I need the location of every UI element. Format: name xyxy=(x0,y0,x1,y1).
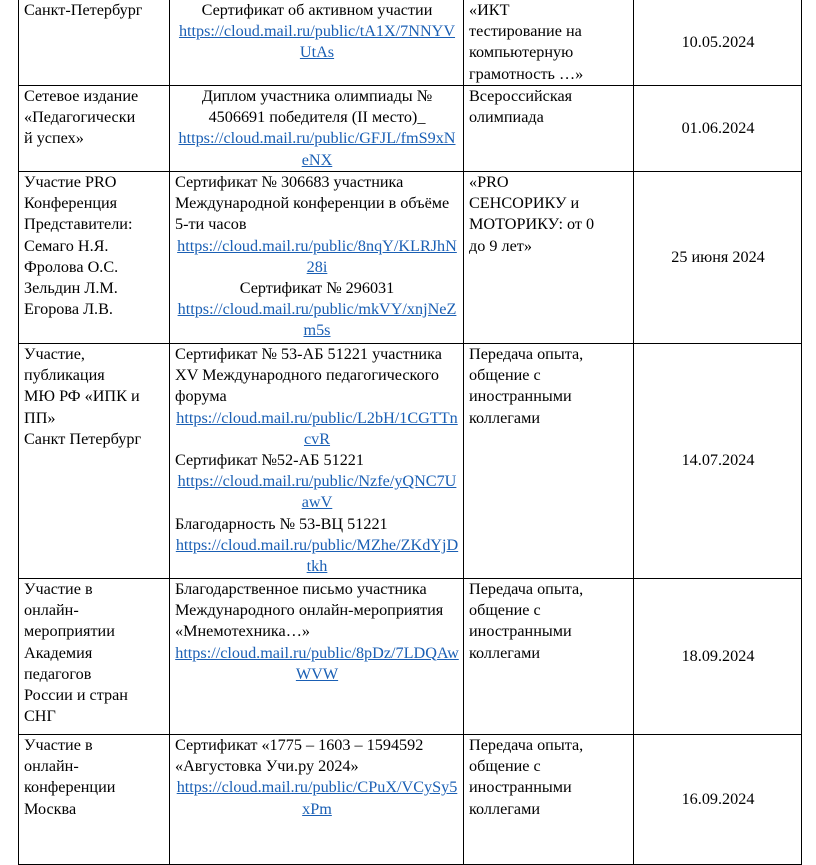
topic-cell xyxy=(464,0,634,86)
activities-table xyxy=(18,0,802,865)
document-cell xyxy=(170,579,464,735)
document-title: Сертификат №52-АБ 51221 xyxy=(175,451,364,470)
document-cell xyxy=(170,0,464,86)
document-title: Сертификат об активном участии xyxy=(201,1,433,19)
participant-line: Санкт-Петербург xyxy=(24,1,143,19)
document-title: Сертификат № 296031 xyxy=(239,279,395,298)
table-row xyxy=(19,86,802,172)
topic-line: коллегами xyxy=(469,408,540,427)
cloud-link[interactable]: https://cloud.mail.ru/public/8pDz/7LDQAwWVW xyxy=(175,643,459,683)
topic-line: иностранными xyxy=(469,387,572,406)
participant-line: Москва xyxy=(24,799,77,818)
document-cell xyxy=(170,735,464,865)
topic-line: Передача опыта, xyxy=(469,345,584,363)
topic-line: олимпиада xyxy=(469,108,544,127)
date-cell: 14.07.2024 xyxy=(634,344,802,579)
cloud-link[interactable]: https://cloud.mail.ru/public/tA1X/7NNYVUtAs xyxy=(178,22,456,62)
participant-line: МЮ РФ «ИПК и xyxy=(24,387,140,406)
topic-line: иностранными xyxy=(469,778,572,797)
topic-line: коллегами xyxy=(469,643,540,662)
topic-line: «PRO xyxy=(469,173,509,191)
participant-line: Зельдин Л.М. xyxy=(24,279,118,298)
topic-line: грамотность …» xyxy=(469,64,584,83)
topic-line: общение с xyxy=(469,601,541,620)
cloud-link[interactable]: https://cloud.mail.ru/public/MZhe/ZKdYjDtkh xyxy=(175,535,459,576)
participant-line: Академия xyxy=(24,643,93,662)
topic-line: иностранными xyxy=(469,622,572,641)
participant-cell xyxy=(19,0,170,86)
document-title: Диплом участника олимпиады № 4506691 победителя (II место)_ xyxy=(201,87,433,127)
topic-cell xyxy=(464,86,634,172)
topic-line: компьютерную xyxy=(469,43,574,62)
document-cell xyxy=(170,344,464,579)
table-row xyxy=(19,579,802,735)
participant-line: Конференция xyxy=(24,194,118,213)
participant-line: России и стран xyxy=(24,686,128,705)
participant-line: публикация xyxy=(24,366,105,385)
topic-line: общение с xyxy=(469,757,541,776)
cloud-link[interactable]: https://cloud.mail.ru/public/8nqY/KLRJhN28i xyxy=(177,236,457,276)
participant-line: Сетевое издание xyxy=(24,87,139,105)
participant-line: педагогов xyxy=(24,664,92,683)
participant-line: Семаго Н.Я. xyxy=(24,236,109,255)
topic-cell xyxy=(464,344,634,579)
topic-cell xyxy=(464,172,634,344)
participant-line: онлайн- xyxy=(24,757,79,776)
cloud-link[interactable]: https://cloud.mail.ru/public/Nzfe/yQNC7UawV xyxy=(177,472,457,512)
participant-line: «Педагогически xyxy=(24,108,136,127)
document-cell xyxy=(170,86,464,172)
table-body xyxy=(19,0,802,865)
participant-line: мероприятии xyxy=(24,622,115,641)
cloud-link[interactable]: https://cloud.mail.ru/public/L2bH/1CGTTncvR xyxy=(176,408,458,448)
participant-line: Участие PRO xyxy=(24,173,117,191)
date-cell: 16.09.2024 xyxy=(634,735,802,865)
participant-line: Егорова Л.В. xyxy=(24,300,113,319)
table-row xyxy=(19,172,802,344)
participant-line: онлайн- xyxy=(24,601,79,620)
participant-line: й успех» xyxy=(24,129,84,148)
date-cell: 10.05.2024 xyxy=(634,0,802,86)
table-row xyxy=(19,735,802,865)
participant-line: Санкт Петербург xyxy=(24,429,142,448)
topic-cell xyxy=(464,579,634,735)
participant-line: СНГ xyxy=(24,707,56,726)
participant-line: Представители: xyxy=(24,215,133,234)
table-row xyxy=(19,344,802,579)
topic-line: Передача опыта, xyxy=(469,580,584,598)
date-cell: 25 июня 2024 xyxy=(634,172,802,344)
document-title: Сертификат № 306683 участника Международной конференции в объёме 5-ти часов xyxy=(175,173,450,234)
topic-line: Передача опыта, xyxy=(469,736,584,754)
participant-line: ПП» xyxy=(24,408,56,427)
date-cell: 18.09.2024 xyxy=(634,579,802,735)
participant-cell xyxy=(19,579,170,735)
participant-line: Участие в xyxy=(24,736,93,754)
date-cell: 01.06.2024 xyxy=(634,86,802,172)
topic-line: МОТОРИКУ: от 0 xyxy=(469,215,595,234)
table-row xyxy=(19,0,802,86)
document-cell xyxy=(170,172,464,344)
participant-cell xyxy=(19,172,170,344)
topic-line: «ИКТ xyxy=(469,1,510,19)
participant-cell xyxy=(19,86,170,172)
topic-line: тестирование на xyxy=(469,22,582,41)
cloud-link[interactable]: https://cloud.mail.ru/public/GFJL/fmS9xNeNX xyxy=(178,129,456,169)
topic-line: коллегами xyxy=(469,799,540,818)
document-title: Благодарственное письмо участника Международного онлайн-мероприятия «Мнемотехника…» xyxy=(175,580,444,641)
participant-cell xyxy=(19,735,170,865)
participant-line: Участие, xyxy=(24,345,85,363)
topic-line: Всероссийская xyxy=(469,87,573,105)
participant-line: Фролова О.С. xyxy=(24,257,119,276)
cloud-link[interactable]: https://cloud.mail.ru/public/CPuX/VCySy5xPm xyxy=(176,778,458,818)
participant-cell xyxy=(19,344,170,579)
document-title: Благодарность № 53-ВЦ 51221 xyxy=(175,514,388,533)
document-title: Сертификат № 53-АБ 51221 участника XV Международного педагогического форума xyxy=(175,345,442,406)
topic-line: СЕНСОРИКУ и xyxy=(469,194,580,213)
participant-line: конференции xyxy=(24,778,116,797)
cloud-link[interactable]: https://cloud.mail.ru/public/mkVY/xnjNeZm5s xyxy=(177,300,457,340)
participant-line: Участие в xyxy=(24,580,93,598)
topic-line: общение с xyxy=(469,366,541,385)
topic-cell xyxy=(464,735,634,865)
document-title: Сертификат «1775 – 1603 – 1594592 «Августовка Учи.ру 2024» xyxy=(175,736,424,776)
topic-line: до 9 лет» xyxy=(469,236,532,255)
